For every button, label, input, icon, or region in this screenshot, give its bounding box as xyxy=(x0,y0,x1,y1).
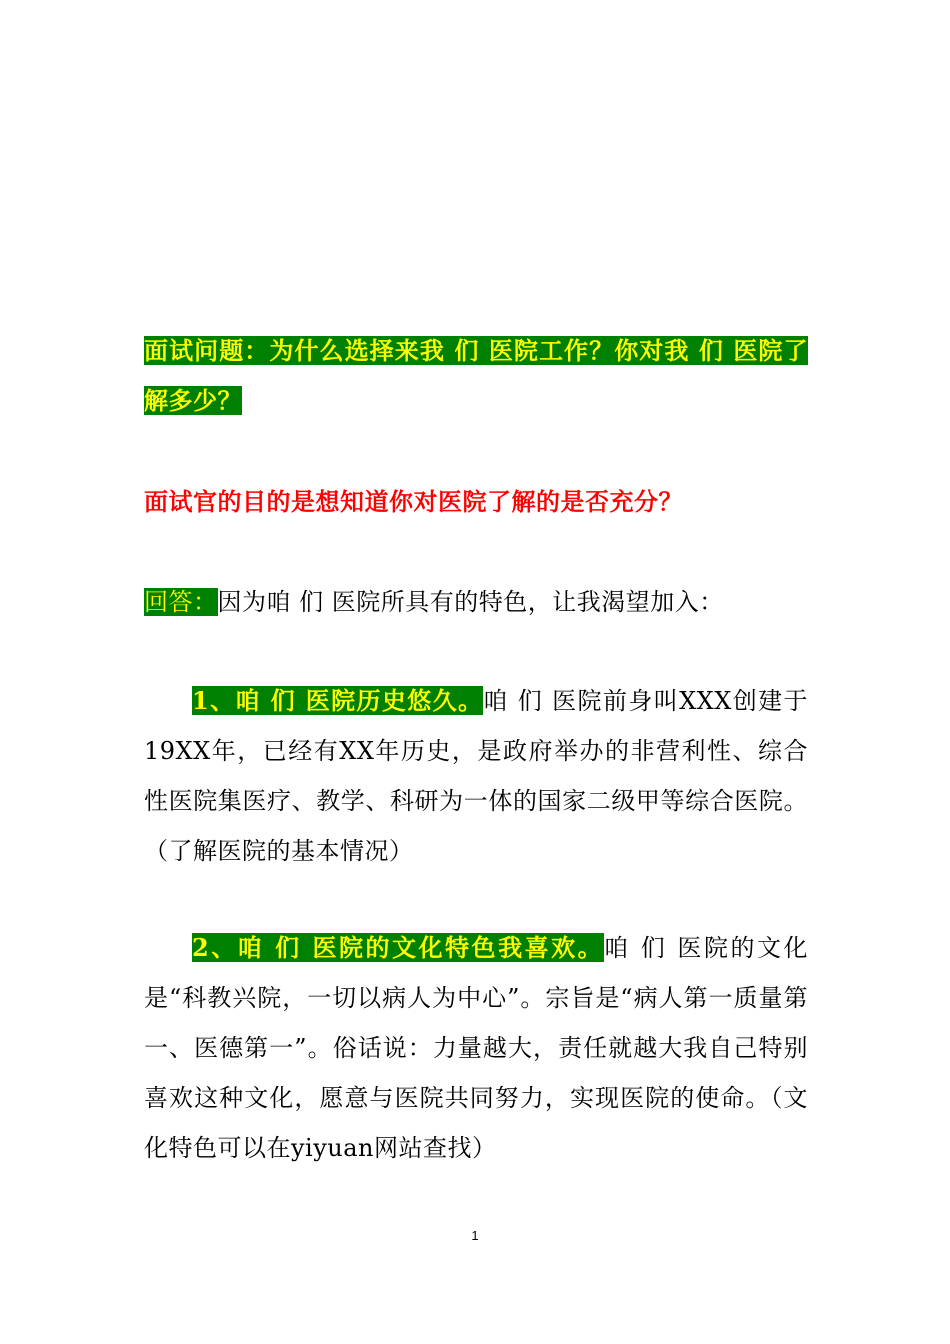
purpose-paragraph xyxy=(144,477,808,527)
answer-label: 回答： xyxy=(144,588,218,616)
item-2-heading: 2、咱 们 医院的文化特色我喜欢。 xyxy=(192,933,605,962)
answer-text: 因为咱 们 医院所具有的特色，让我渴望加入： xyxy=(217,588,724,616)
item-1-body: 咱 们 医院前身叫XXX创建于19XX年，已经有XX年历史，是政府举办的非营利性、综合性医院集医疗、教学、科研为一体的国家二级甲等综合医院。（了解医院的基本情况） xyxy=(144,687,808,865)
item-1-paragraph xyxy=(144,676,808,876)
interviewer-purpose: 面试官的目的是想知道你对医院了解的是否充分？ xyxy=(144,487,683,516)
question-title-paragraph xyxy=(144,326,808,426)
page-number: 1 xyxy=(471,1228,479,1243)
answer-paragraph xyxy=(144,577,808,627)
question-title: 面试问题：为什么选择来我 们 医院工作？你对我 们 医院了解多少？ xyxy=(144,336,808,415)
item-2-paragraph xyxy=(144,923,808,1173)
item-1-heading: 1、咱 们 医院历史悠久。 xyxy=(192,686,484,715)
item-2-body: 咱 们 医院的文化是“科教兴院，一切以病人为中心”。宗旨是“病人第一质量第一、医德第一”。俗话说：力量越大，责任就越大我自己特别喜欢这种文化，愿意与医院共同努力，实现医院的使命。（文化特色可以在yiyuan网站查找） xyxy=(144,934,808,1162)
